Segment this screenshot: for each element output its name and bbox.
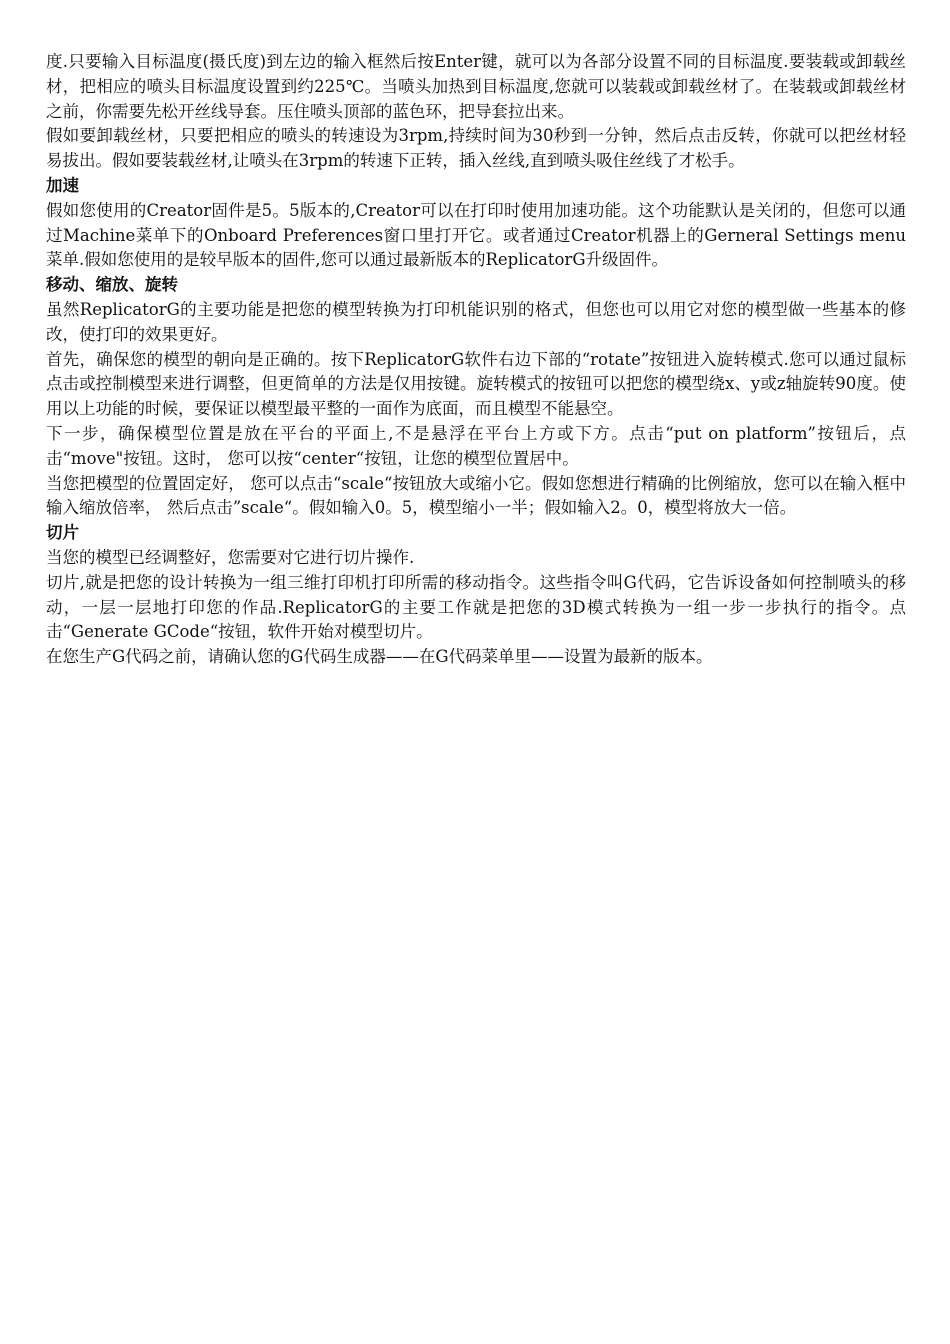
paragraph-unload-load: 假如要卸载丝材，只要把相应的喷头的转速设为3rpm,持续时间为30秒到一分钟，然后点击反转，你就可以把丝材轻易拔出。假如要装载丝材,让喷头在3rpm的转速下正转，插入丝线,直到喷头吸住丝线了才松手。 — [46, 126, 906, 171]
paragraph-gcode-generator: 在您生产G代码之前，请确认您的G代码生成器——在G代码菜单里——设置为最新的版本。 — [46, 647, 713, 667]
heading-move-scale-rotate: 移动、缩放、旋转 — [46, 275, 178, 295]
paragraph-scale: 当您把模型的位置固定好， 您可以点击“scale“按钮放大或缩小它。假如您想进行精确的比例缩放，您可以在输入框中输入缩放倍率， 然后点击”scale“。假如输入0。5，模型缩小一半；假如输入2。0，模型将放大一倍。 — [46, 473, 906, 518]
paragraph-slicing-intro: 当您的模型已经调整好，您需要对它进行切片操作. — [46, 547, 415, 567]
paragraph-temperature: 度.只要输入目标温度(摄氏度)到左边的输入框然后按Enter键，就可以为各部分设置不同的目标温度.要装载或卸载丝材，把相应的喷头目标温度设置到约225℃。当喷头加热到目标温度,您就可以装载或卸载丝材了。在装载或卸载丝材之前，你需要先松开丝线导套。压住喷头顶部的蓝色环，把导套拉出来。 — [46, 52, 906, 121]
paragraph-acceleration: 假如您使用的Creator固件是5。5版本的,Creator可以在打印时使用加速功能。这个功能默认是关闭的，但您可以通过Machine菜单下的Onboard Preferences窗口里打开它。或者通过Creator机器上的Gerneral Settings menu菜单.假如您使用的是较早版本的固件,您可以通过最新版本的ReplicatorG升级固件。 — [46, 200, 906, 270]
paragraph-rotate: 首先，确保您的模型的朝向是正确的。按下ReplicatorG软件右边下部的“rotate”按钮进入旋转模式.您可以通过鼠标点击或控制模型来进行调整，但更简单的方法是仅用按键。旋转模式的按钮可以把您的模型绕x、y或z轴旋转90度。使用以上功能的时候，要保证以模型最平整的一面作为底面，而且模型不能悬空。 — [46, 349, 906, 419]
heading-slicing: 切片 — [46, 523, 79, 543]
heading-acceleration: 加速 — [46, 175, 79, 195]
paragraph-platform: 下一步，确保模型位置是放在平台的平面上,不是悬浮在平台上方或下方。点击“put on platform”按钮后，点击“move"按钮。这时， 您可以按“center“按钮，让您的模型位置居中。 — [46, 423, 906, 468]
document-page — [46, 50, 906, 670]
paragraph-replicatorg-intro: 虽然ReplicatorG的主要功能是把您的模型转换为打印机能识别的格式，但您也可以用它对您的模型做一些基本的修改，使打印的效果更好。 — [46, 299, 906, 344]
paragraph-gcode: 切片,就是把您的设计转换为一组三维打印机打印所需的移动指令。这些指令叫G代码，它告诉设备如何控制喷头的移动，一层一层地打印您的作品.ReplicatorG的主要工作就是把您的3D模式转换为一组一步一步执行的指令。点击“Generate GCode“按钮，软件开始对模型切片。 — [46, 572, 906, 642]
